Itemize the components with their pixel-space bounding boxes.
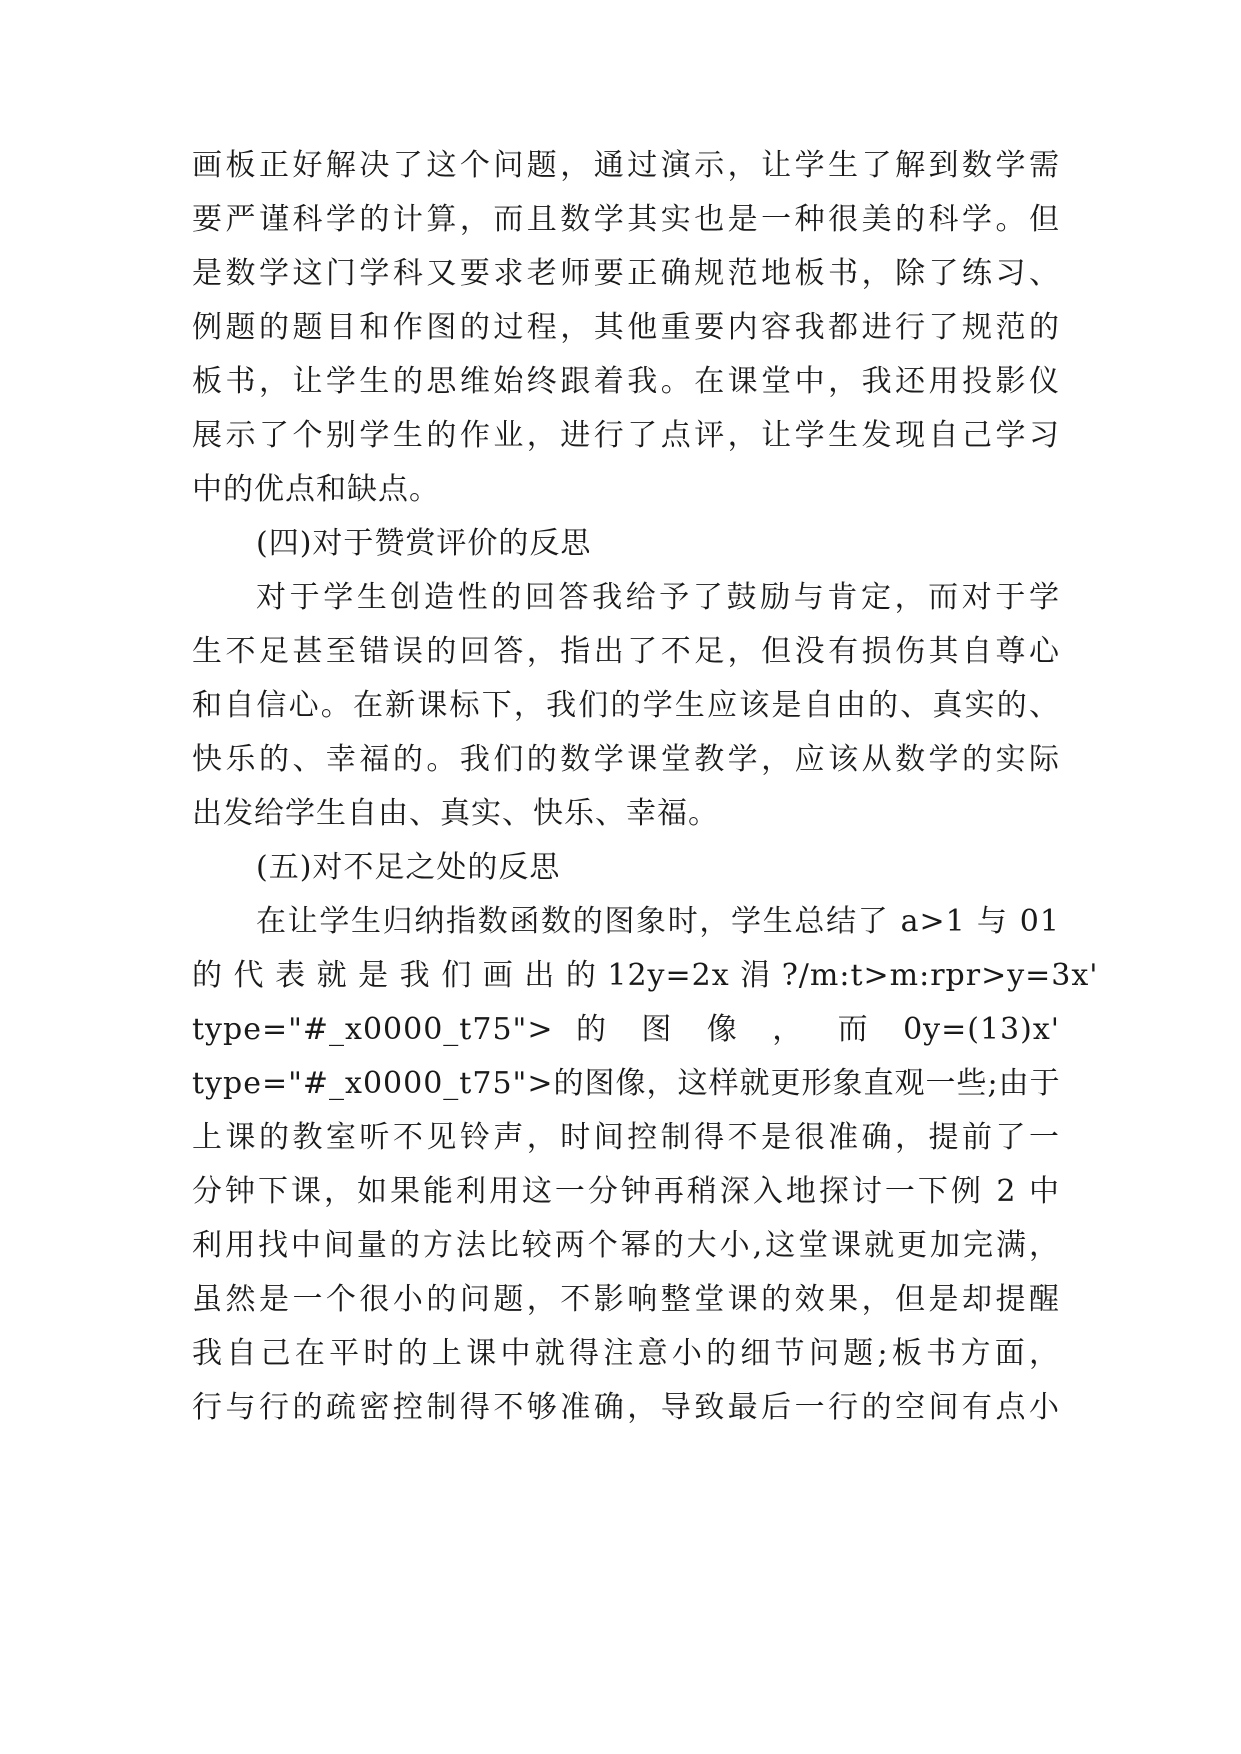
text-line: type="#_x0000_t75"> 的 图 像 ， 而 0y=(13)x' xyxy=(192,1012,1060,1047)
text-line: 画板正好解决了这个问题，通过演示，让学生了解到数学需 xyxy=(192,148,1060,183)
text-line: 要严谨科学的计算，而且数学其实也是一种很美的科学。但 xyxy=(192,202,1060,237)
text-line: 板书，让学生的思维始终跟着我。在课堂中，我还用投影仪 xyxy=(192,364,1060,399)
text-line: 上课的教室听不见铃声，时间控制得不是很准确，提前了一 xyxy=(192,1120,1060,1155)
text-line: 和自信心。在新课标下，我们的学生应该是自由的、真实的、 xyxy=(192,688,1060,723)
text-line: 的 代 表 就 是 我 们 画 出 的 12y=2x 涓 ?/m:t>m:rpr>y=3x' xyxy=(192,958,1099,993)
text-line: 我自己在平时的上课中就得注意小的细节问题;板书方面， xyxy=(192,1336,1060,1371)
text-line: 中的优点和缺点。 xyxy=(192,472,440,507)
text-line: 出发给学生自由、真实、快乐、幸福。 xyxy=(192,796,719,831)
paragraph-first-line: 对于学生创造性的回答我给予了鼓励与肯定，而对于学 xyxy=(256,580,1060,615)
text-line: type="#_x0000_t75">的图像，这样就更形象直观一些;由于 xyxy=(192,1066,1061,1101)
text-line: 利用找中间量的方法比较两个幂的大小,这堂课就更加完满， xyxy=(192,1228,1060,1263)
text-line: 生不足甚至错误的回答，指出了不足，但没有损伤其自尊心 xyxy=(192,634,1060,669)
text-line: 例题的题目和作图的过程，其他重要内容我都进行了规范的 xyxy=(192,310,1060,345)
text-line: 行与行的疏密控制得不够准确，导致最后一行的空间有点小 xyxy=(192,1390,1060,1425)
text-line: 展示了个别学生的作业，进行了点评，让学生发现自己学习 xyxy=(192,418,1060,453)
section-heading: (四)对于赞赏评价的反思 xyxy=(256,526,592,561)
section-heading: (五)对不足之处的反思 xyxy=(256,850,561,885)
text-line: 虽然是一个很小的问题，不影响整堂课的效果，但是却提醒 xyxy=(192,1282,1060,1317)
text-line: 分钟下课，如果能利用这一分钟再稍深入地探讨一下例 2 中 xyxy=(192,1174,1060,1209)
text-line: 快乐的、幸福的。我们的数学课堂教学，应该从数学的实际 xyxy=(192,742,1060,777)
text-line: 是数学这门学科又要求老师要正确规范地板书，除了练习、 xyxy=(192,256,1060,291)
paragraph-first-line: 在让学生归纳指数函数的图象时，学生总结了 a>1 与 01 xyxy=(256,904,1060,939)
